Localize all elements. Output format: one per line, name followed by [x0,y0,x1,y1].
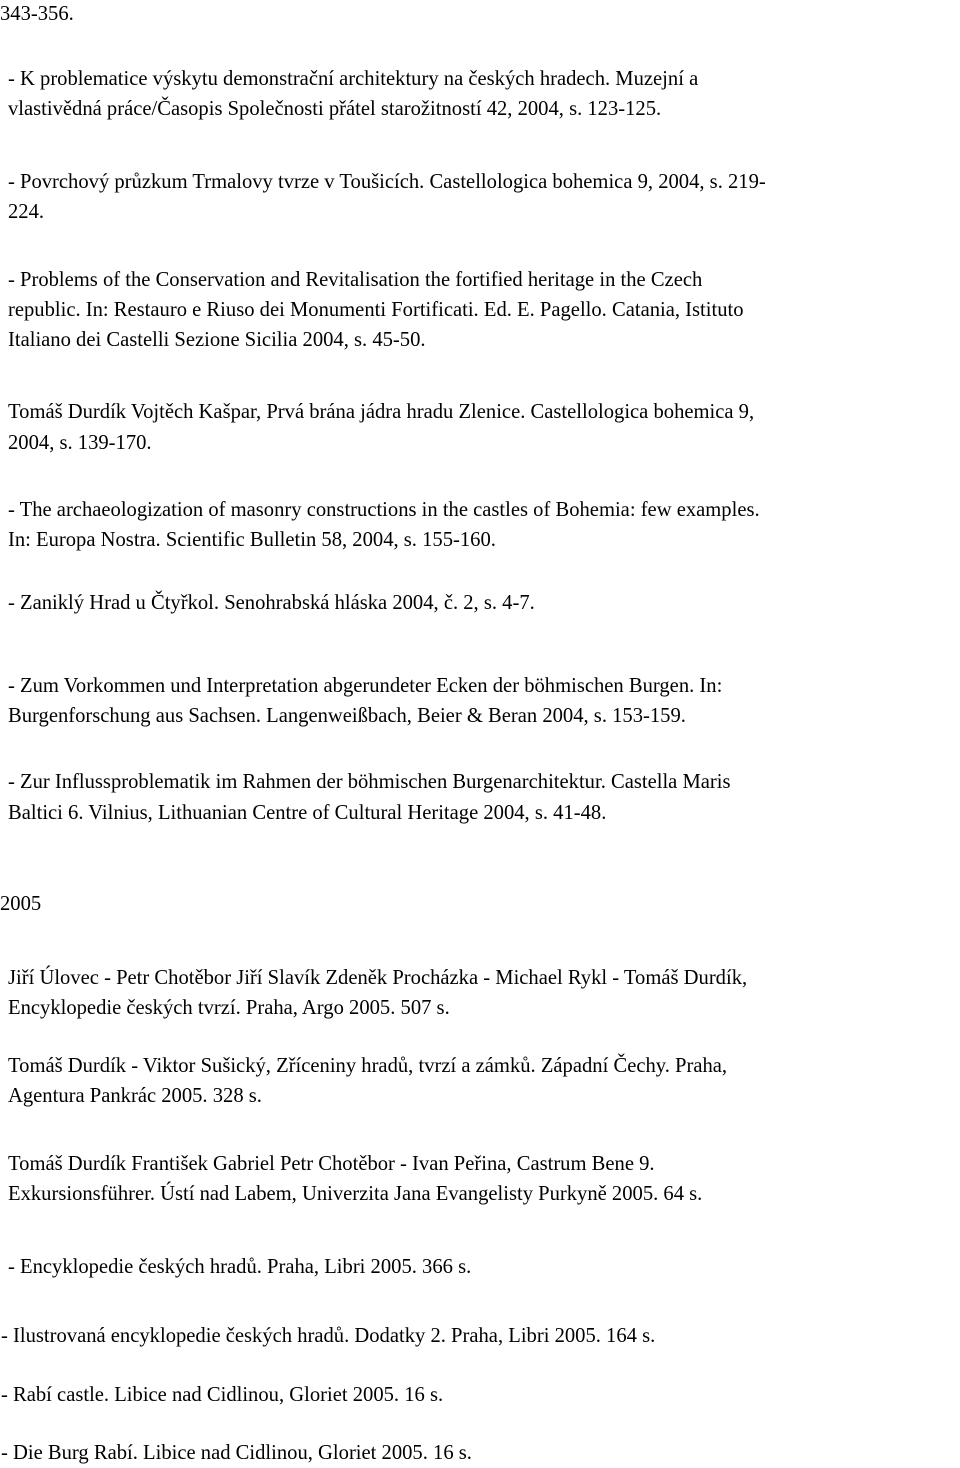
text-line: Burgenforschung aus Sachsen. Langenweißbach, Beier & Beran 2004, s. 153-159. [8,705,686,727]
text-line: Exkursionsführer. Ústí nad Labem, Univerzita Jana Evangelisty Purkyně 2005. 64 s. [8,1183,703,1205]
text-line: vlastivědná práce/Časopis Společnosti přátel starožitností 42, 2004, s. 123-125. [8,98,662,120]
text-line: Tomáš Durdík - Viktor Sušický, Zříceniny hradů, tvrzí a zámků. Západní Čechy. Praha, [8,1055,728,1077]
text-line: - Die Burg Rabí. Libice nad Cidlinou, Gloriet 2005. 16 s. [1,1442,472,1464]
text-line: republic. In: Restauro e Riuso dei Monumenti Fortificati. Ed. E. Pagello. Catania, Istituto [8,299,744,321]
text-line: Baltici 6. Vilnius, Lithuanian Centre of Cultural Heritage 2004, s. 41-48. [8,802,607,824]
text-line: Agentura Pankrác 2005. 328 s. [8,1085,262,1107]
text-line: 224. [8,201,45,223]
text-line: Jiří Úlovec - Petr Chotěbor Jiří Slavík Zdeněk Procházka - Michael Rykl - Tomáš Durdík, [8,967,748,989]
text-line: - Zaniklý Hrad u Čtyřkol. Senohrabská hláska 2004, č. 2, s. 4-7. [8,592,535,614]
text-line: In: Europa Nostra. Scientific Bulletin 58, 2004, s. 155-160. [8,529,496,551]
year-heading: 2005 [0,893,42,915]
text-line: 2004, s. 139-170. [8,432,152,454]
text-line: Tomáš Durdík František Gabriel Petr Chotěbor - Ivan Peřina, Castrum Bene 9. [8,1153,655,1175]
text-line: 343-356. [0,3,74,25]
text-line: - Ilustrovaná encyklopedie českých hradů. Dodatky 2. Praha, Libri 2005. 164 s. [1,1325,656,1347]
text-line: Italiano dei Castelli Sezione Sicilia 2004, s. 45-50. [8,329,426,351]
text-line: - Povrchový průzkum Trmalovy tvrze v Toušicích. Castellologica bohemica 9, 2004, s. 219- [8,171,766,193]
text-line: - Rabí castle. Libice nad Cidlinou, Gloriet 2005. 16 s. [1,1384,444,1406]
text-line: Encyklopedie českých tvrzí. Praha, Argo 2005. 507 s. [8,997,450,1019]
text-line: - The archaeologization of masonry constructions in the castles of Bohemia: few examples. [8,499,760,521]
text-line: - Zur Influssproblematik im Rahmen der böhmischen Burgenarchitektur. Castella Maris [8,771,731,793]
text-line: - Zum Vorkommen und Interpretation abgerundeter Ecken der böhmischen Burgen. In: [8,675,723,697]
text-line: - Encyklopedie českých hradů. Praha, Libri 2005. 366 s. [8,1256,472,1278]
text-line: - Problems of the Conservation and Revitalisation the fortified heritage in the Czech [8,269,703,291]
text-line: - K problematice výskytu demonstrační architektury na českých hradech. Muzejní a [8,68,699,90]
text-line: Tomáš Durdík Vojtěch Kašpar, Prvá brána jádra hradu Zlenice. Castellologica bohemica 9, [8,401,755,423]
